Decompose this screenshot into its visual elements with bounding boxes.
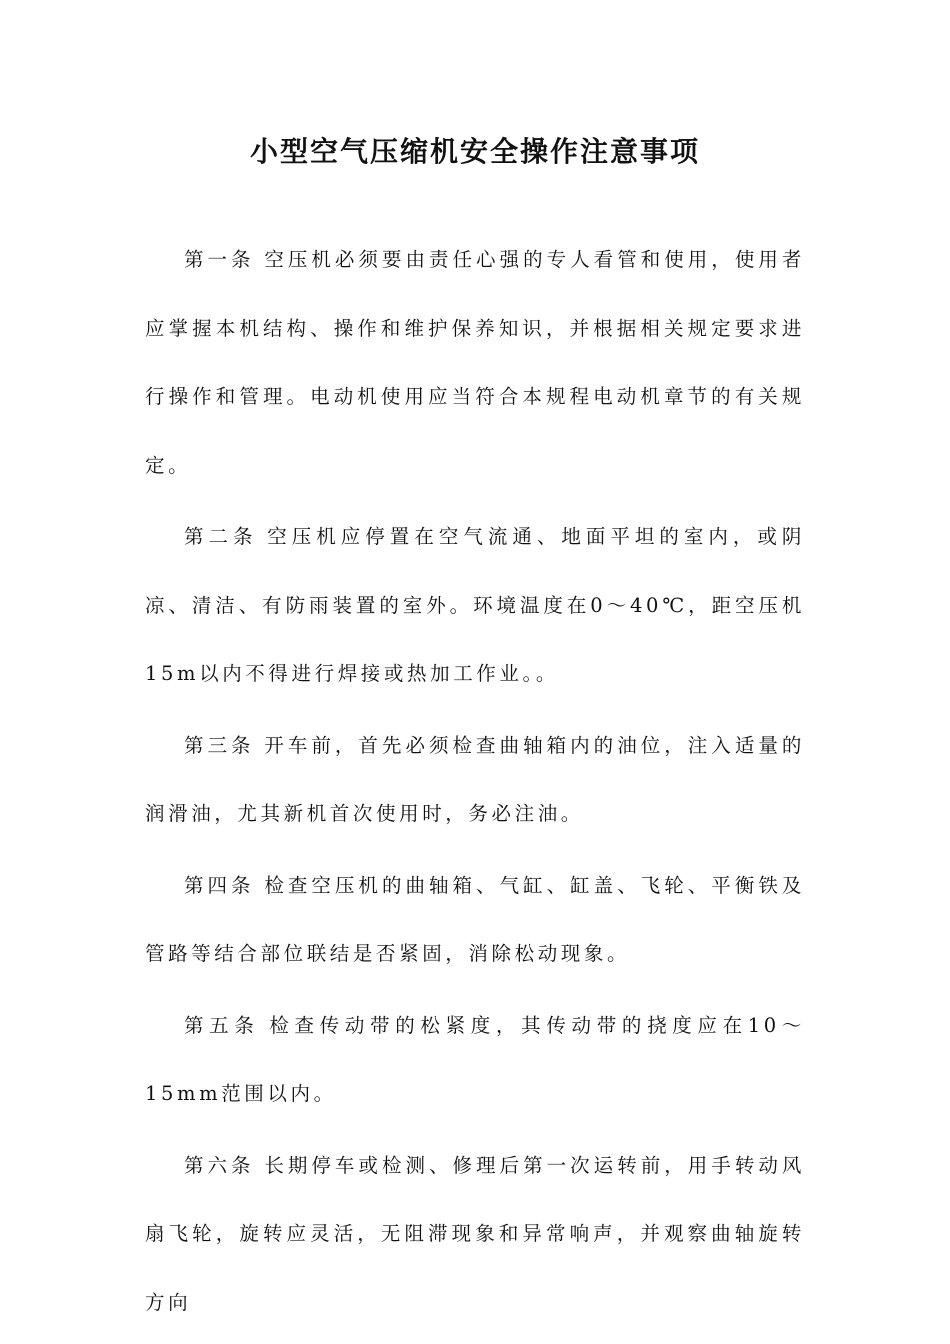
article-1	[145, 226, 805, 500]
article-number: 第六条	[184, 1153, 255, 1177]
page-title: 小型空气压缩机安全操作注意事项	[249, 135, 700, 168]
article-text: 检查传动带的松紧度，其传动带的挠度应在10～15mm范围以内。	[145, 1013, 805, 1105]
article-number: 第二条	[184, 525, 258, 548]
article-number: 第三条	[184, 733, 255, 757]
article-text: 长期停车或检测、修理后第一次运转前，用手转动风扇飞轮，旋转应灵活，无阻滞现象和异常响声，并观察曲轴旋转方向	[145, 1153, 805, 1314]
article-3	[145, 712, 805, 849]
article-number: 第五条	[184, 1013, 260, 1037]
article-text: 检查空压机的曲轴箱、气缸、缸盖、飞轮、平衡铁及管路等结合部位联结是否紧固，消除松动现象。	[145, 873, 805, 965]
article-5	[145, 992, 805, 1129]
article-text: 空压机应停置在空气流通、地面平坦的室内，或阴凉、清洁、有防雨装置的室外。环境温度在0～40℃，距空压机15m以内不得进行焊接或热加工作业。。	[145, 525, 805, 685]
document-body	[145, 226, 805, 1340]
article-text: 开车前，首先必须检查曲轴箱内的油位，注入适量的润滑油，尤其新机首次使用时，务必注油。	[145, 733, 805, 825]
article-6	[145, 1132, 805, 1338]
article-2	[145, 503, 805, 709]
article-number: 第一条	[184, 248, 255, 271]
article-number: 第四条	[184, 873, 255, 897]
article-text: 空压机必须要由责任心强的专人看管和使用，使用者应掌握本机结构、操作和维护保养知识，并根据相关规定要求进行操作和管理。电动机使用应当符合本规程电动机章节的有关规定。	[145, 248, 805, 477]
article-4	[145, 852, 805, 989]
